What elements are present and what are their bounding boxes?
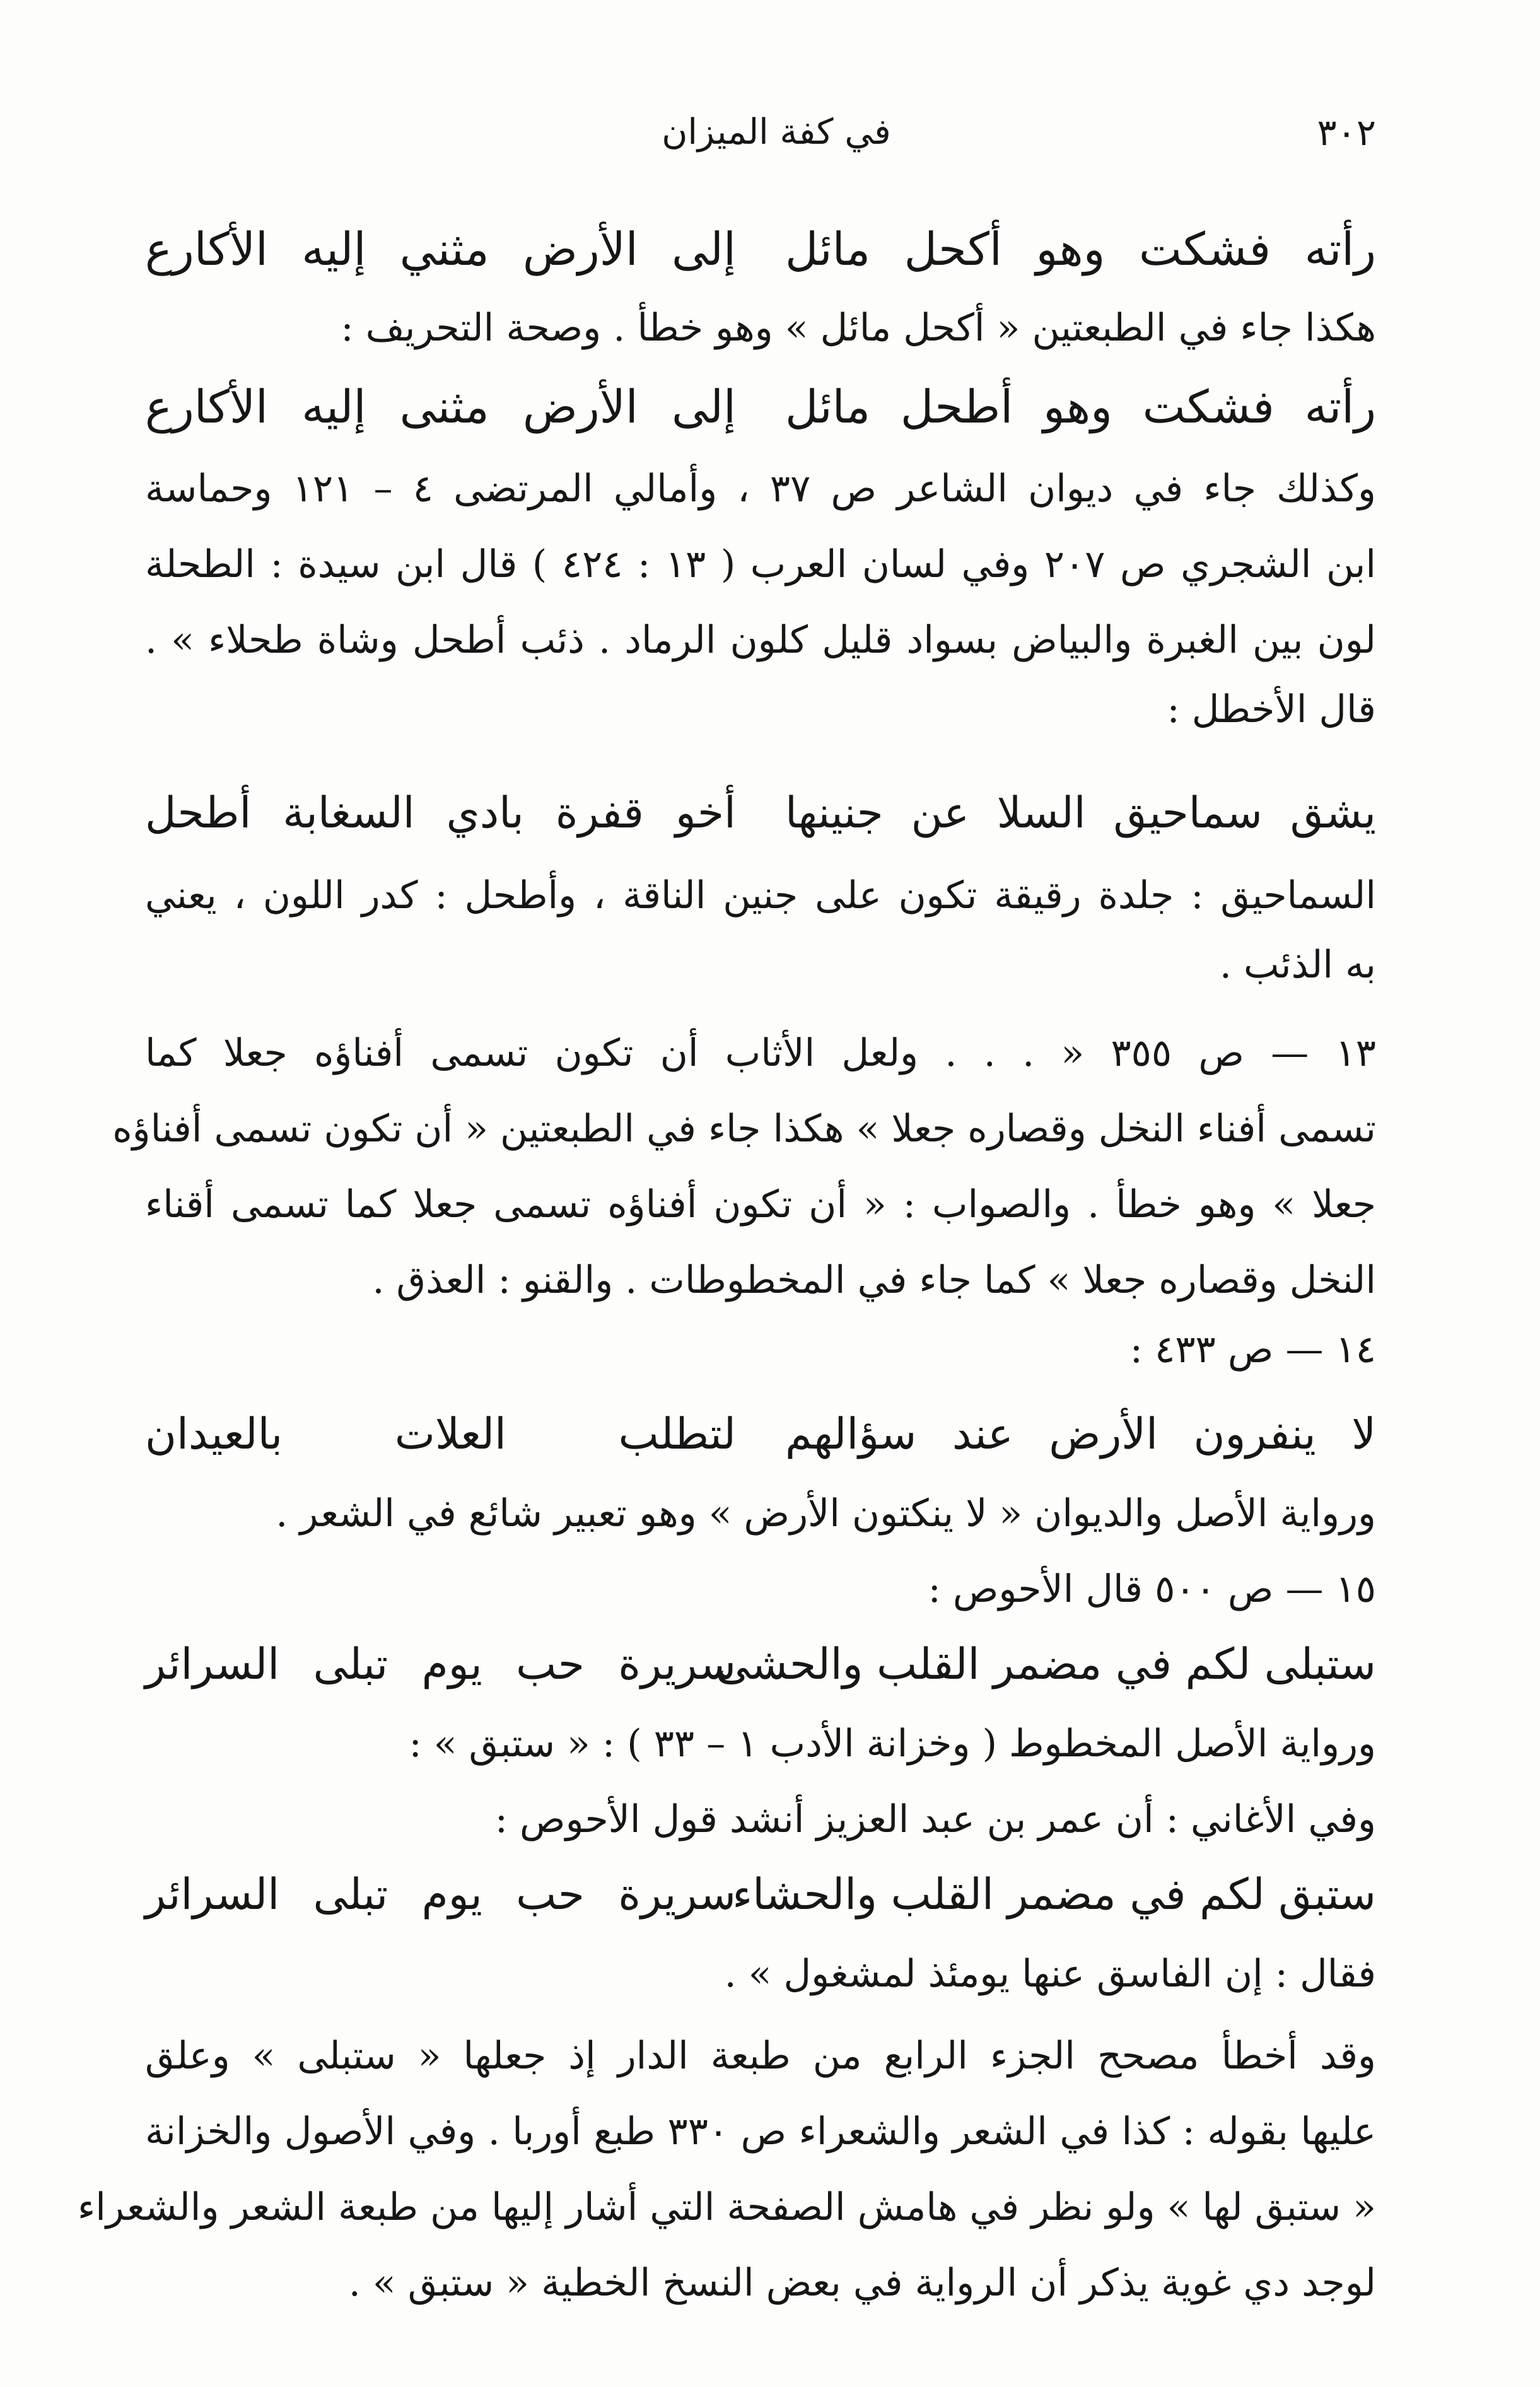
verse-line [145,208,1376,290]
text-line: وقد أخطأ مصحح الجزء الرابع من طبعة الدار إذ جعلها « ستبلى » وعلق [145,2034,1376,2078]
text-line: ١٤ — ص ٤٣٣ : [1129,1328,1376,1372]
running-head [177,107,1376,158]
text-line: وفي الأغاني : أن عمر بن عبد العزيز أنشد قول الأحوص : [494,1797,1376,1841]
text-line: وكذلك جاء في ديوان الشاعر ص ٣٧ ، وأمالي المرتضى ٤ – ١٢١ وحماسة [145,467,1376,511]
verse-second-hemistich: أخو قفرة بادي السغابة أطحل [145,788,736,838]
text-line: جعلا » وهو خطأ . والصواب : « أن تكون أفناؤه تسمى جعلا كما تسمى أقناء [145,1182,1376,1227]
verse-second-hemistich: سريرة حب يوم تبلى السرائر [145,1870,736,1920]
verse-first-hemistich: يشق سماحيق السلا عن جنينها [785,788,1376,838]
verse-first-hemistich: رأته فشكت وهو أطحل مائل [785,380,1376,433]
verse-first-hemistich: رأته فشكت وهو أكحل مائل [785,223,1376,276]
verse-line [145,1624,1376,1706]
verse-line [145,366,1376,448]
page-number: ٣٠٢ [1317,111,1376,154]
text-line: ورواية الأصل والديوان « لا ينكتون الأرض » وهو تعبير شائع في الشعر . [276,1491,1376,1536]
verse-second-hemistich: إلى الأرض مثنى إليه الأكارع [145,380,736,433]
book-title: في كفة الميزان [662,112,891,153]
verse-first-hemistich: ستبق لكم في مضمر القلب والحشاء [732,1870,1376,1920]
verse-second-hemistich: لتطلب العلات بالعيدان [145,1409,736,1459]
text-line: النخل وقصاره جعلا » كما جاء في المخطوطات . والقنو : العذق . [372,1258,1376,1302]
text-line: عليها بقوله : كذا في الشعر والشعراء ص ٣٣٠ طبع أوربا . وفي الأصول والخزانة [145,2110,1376,2154]
verse-second-hemistich: إلى الأرض مثني إليه الأكارع [145,223,736,276]
text-line: ورواية الأصل المخطوط ( وخزانة الأدب ١ – ٣٣ ) : « ستبق » : [409,1722,1376,1766]
text-line: لون بين الغبرة والبياض بسواد قليل كلون الرماد . ذئب أطحل وشاة طحلاء » . [145,618,1376,662]
text-line: قال الأخطل : [1167,687,1376,732]
text-line: هكذا جاء في الطبعتين « أكحل مائل » وهو خطأ . وصحة التحريف : [341,306,1376,350]
text-line: ١٣ — ص ٣٥٥ « . . . ولعل الأثاب أن تكون تسمى أفناؤه جعلا كما [145,1031,1376,1075]
verse-line [145,1854,1376,1936]
text-line: فقال : إن الفاسق عنها يومئذ لمشغول » . [724,1952,1376,1996]
verse-line [145,1394,1376,1476]
verse-line [145,773,1376,855]
text-line: لوجد دي غوية يذكر أن الرواية في بعض النسخ الخطية « ستبق » . [348,2261,1376,2305]
verse-first-hemistich: لا ينفرون الأرض عند سؤالهم [785,1409,1376,1459]
text-line: تسمى أفناء النخل وقصاره جعلا » هكذا جاء في الطبعتين « أن تكون تسمى أفناؤه [112,1107,1376,1151]
verse-first-hemistich: ستبلى لكم في مضمر القلب والحشى [715,1640,1376,1690]
text-line: « ستبق لها » ولو نظر في هامش الصفحة التي أشار إليها من طبعة الشعر والشعراء [78,2185,1376,2229]
text-line: به الذئب . [1219,943,1376,987]
verse-second-hemistich: سريرة حب يوم تبلى السرائر [145,1640,736,1690]
text-line: السماحيق : جلدة رقيقة تكون على جنين الناقة ، وأطحل : كدر اللون ، يعني [145,873,1376,918]
text-line: ابن الشجري ص ٢٠٧ وفي لسان العرب ( ١٣ : ٤٢٤ ) قال ابن سيدة : الطحلة [145,542,1376,587]
text-line: ١٥ — ص ٥٠٠ قال الأحوص : [928,1567,1376,1611]
